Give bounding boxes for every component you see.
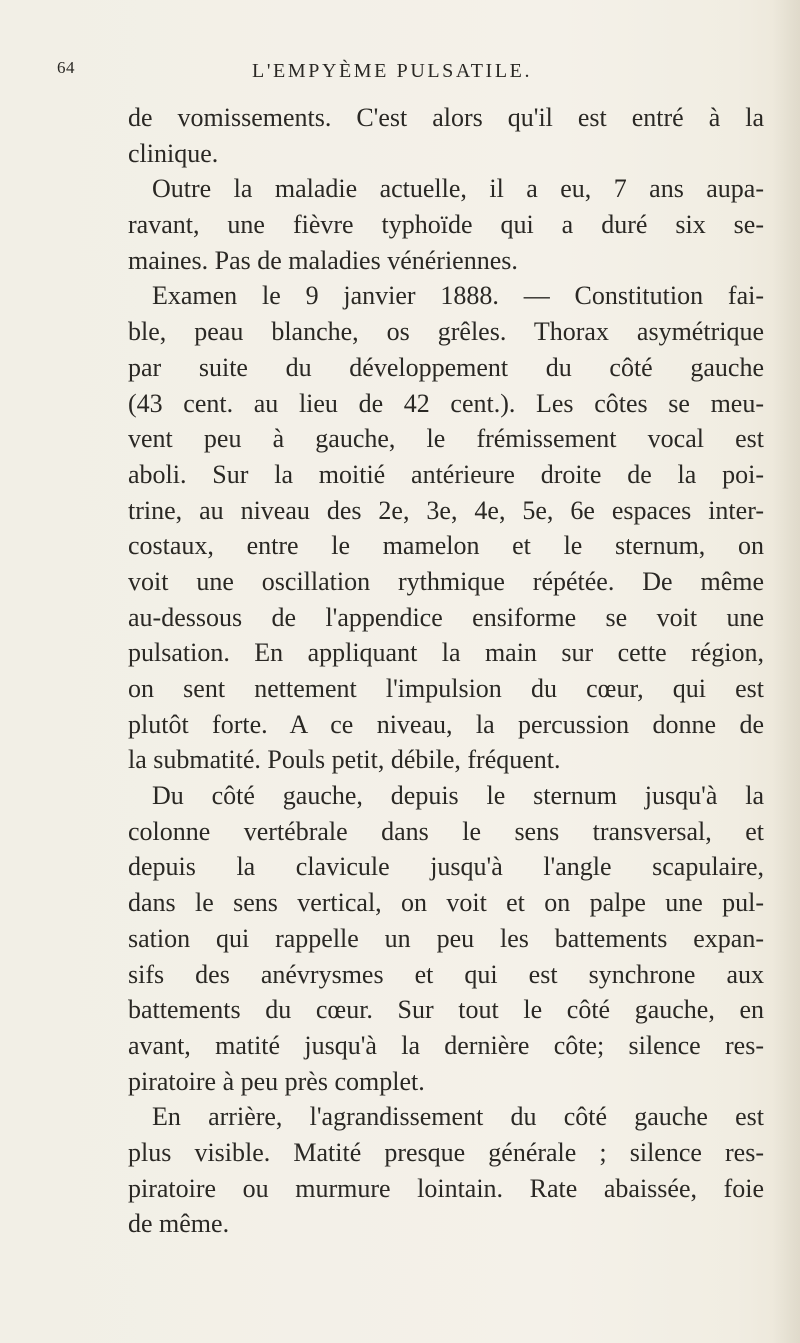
text-line: Outre la maladie actuelle, il a eu, 7 ans aupa- — [152, 174, 764, 204]
text-line: avant, matité jusqu'à la dernière côte; silence res- — [128, 1030, 764, 1060]
text-line: trine, au niveau des 2e, 3e, 4e, 5e, 6e espaces inter- — [128, 495, 764, 525]
text-line: battements du cœur. Sur tout le côté gauche, en — [128, 995, 764, 1025]
text-line: aboli. Sur la moitié antérieure droite de la poi- — [128, 459, 764, 489]
text-line: vent peu à gauche, le frémissement vocal est — [128, 424, 764, 454]
text-line: de même. — [128, 1209, 230, 1239]
body-text — [128, 100, 764, 1242]
text-line: au-dessous de l'appendice ensiforme se voit une — [128, 602, 764, 632]
text-line: maines. Pas de maladies vénériennes. — [128, 245, 518, 275]
text-line: piratoire ou murmure lointain. Rate abaissée, foie — [128, 1173, 764, 1203]
text-line: ravant, une fièvre typhoïde qui a duré six se- — [128, 210, 764, 240]
text-line: voit une oscillation rythmique répétée. De même — [128, 566, 764, 596]
text-line: on sent nettement l'impulsion du cœur, qui est — [128, 674, 764, 703]
text-line: plus visible. Matité presque générale ; silence res- — [128, 1137, 764, 1167]
text-line: costaux, entre le mamelon et le sternum, on — [128, 531, 764, 561]
text-line: Examen le 9 janvier 1888. — Constitution fai- — [152, 281, 764, 311]
running-title: L'EMPYÈME PULSATILE. — [252, 60, 533, 82]
page-header — [0, 58, 800, 88]
text-line: En arrière, l'agrandissement du côté gauche est — [152, 1102, 764, 1132]
text-line: sation qui rappelle un peu les battements expan- — [128, 923, 764, 953]
text-line: clinique. — [128, 138, 219, 168]
text-line: plutôt forte. A ce niveau, la percussion donne de — [128, 709, 764, 739]
text-line: piratoire à peu près complet. — [128, 1066, 425, 1096]
text-line: (43 cent. au lieu de 42 cent.). Les côtes se meu- — [128, 388, 764, 418]
text-line: de vomissements. C'est alors qu'il est entré à la — [128, 103, 764, 132]
text-line: dans le sens vertical, on voit et on palpe une pul- — [128, 888, 764, 918]
page-number: 64 — [57, 58, 75, 77]
text-line: colonne vertébrale dans le sens transversal, et — [128, 816, 764, 846]
text-line: Du côté gauche, depuis le sternum jusqu'à la — [152, 781, 764, 811]
text-line: par suite du développement du côté gauche — [128, 352, 764, 382]
text-line: depuis la clavicule jusqu'à l'angle scapulaire, — [128, 852, 764, 882]
page-edge-shadow — [772, 0, 800, 1343]
text-line: pulsation. En appliquant la main sur cette région, — [128, 638, 764, 668]
text-line: sifs des anévrysmes et qui est synchrone aux — [128, 959, 764, 989]
text-line: ble, peau blanche, os grêles. Thorax asymétrique — [128, 317, 764, 347]
text-line: la submatité. Pouls petit, débile, fréquent. — [128, 745, 561, 775]
